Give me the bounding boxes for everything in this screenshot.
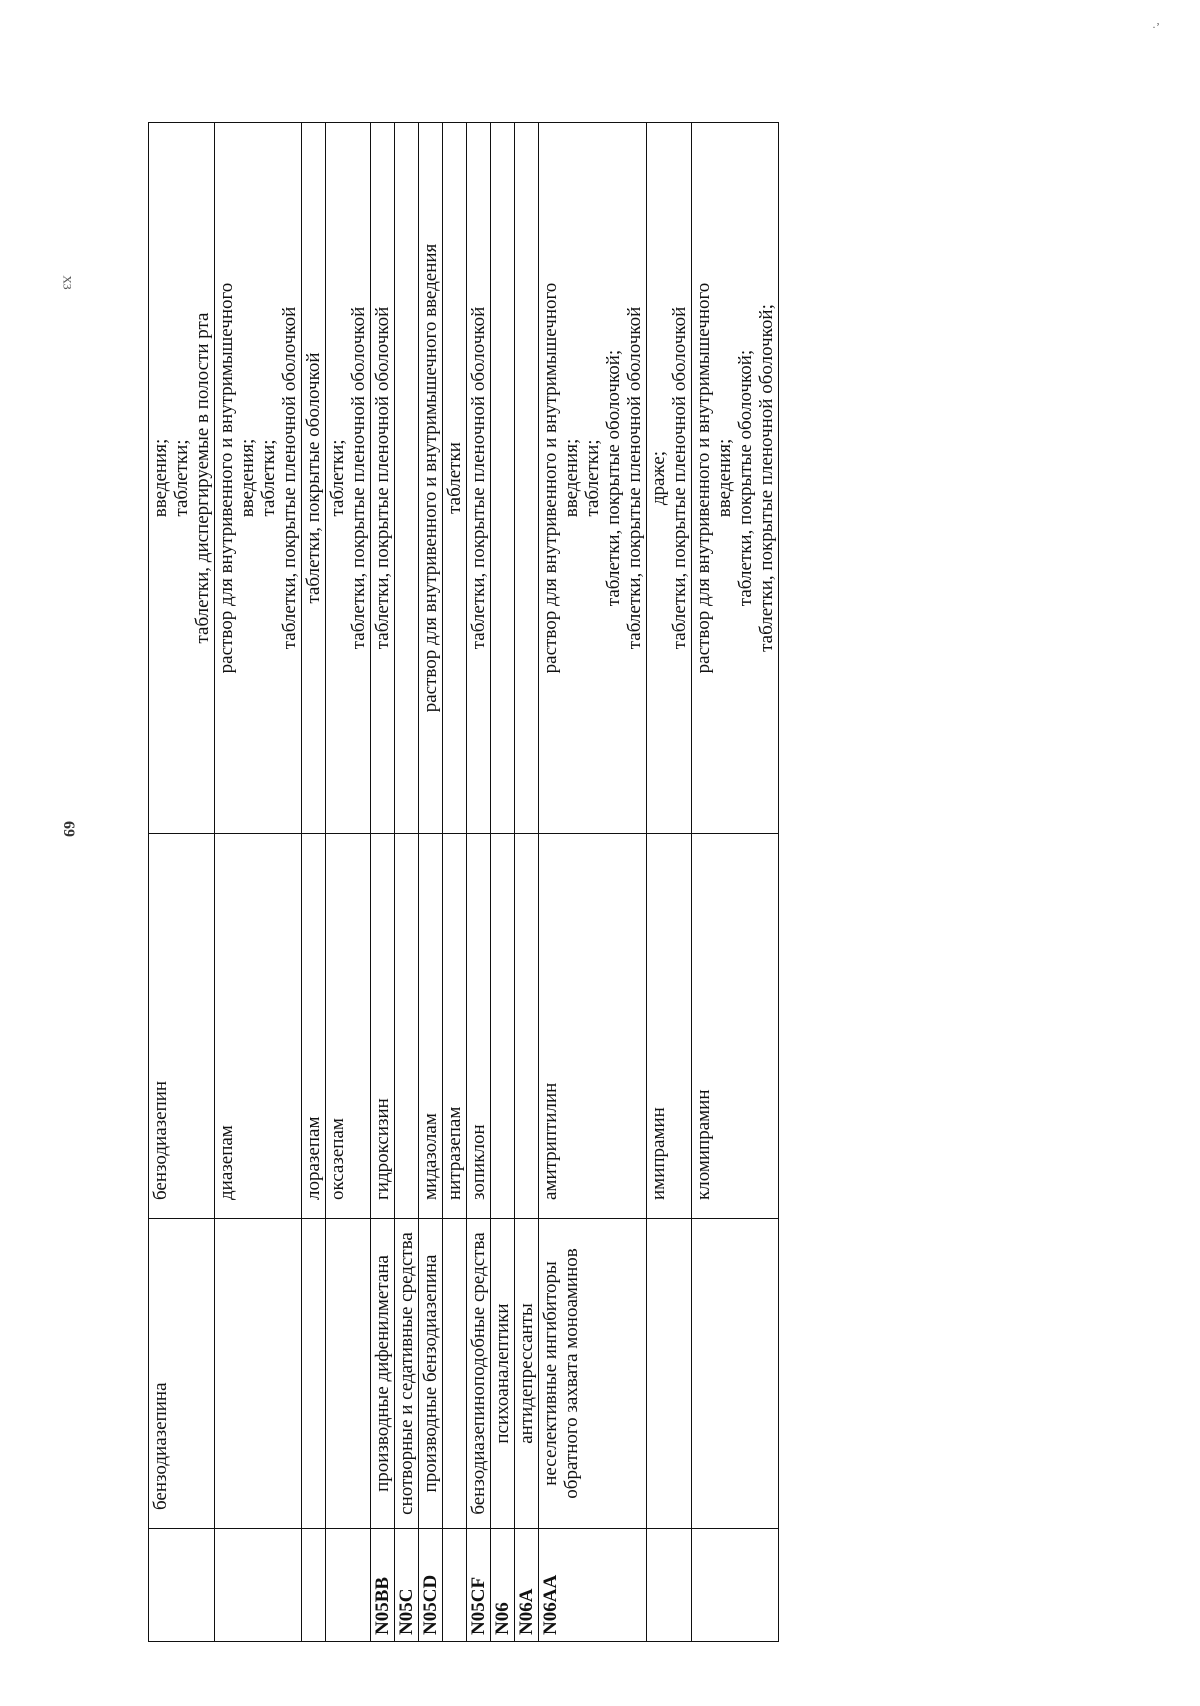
dosage-forms-list	[303, 129, 324, 827]
rotated-table-container	[148, 122, 1058, 1642]
dosage-forms-list	[648, 129, 690, 827]
drug-name-cell: амитриптилин	[539, 834, 647, 1219]
dosage-form-line: таблетки	[444, 442, 465, 514]
dosage-form-line: таблетки;	[258, 439, 279, 517]
table-row	[647, 123, 692, 1642]
pharm-group-cell: психоаналептики	[491, 1219, 515, 1529]
page-corner-mark: ХЗ	[60, 275, 75, 290]
drug-name-cell: гидроксизин	[371, 834, 395, 1219]
dosage-forms-list	[372, 129, 393, 827]
pharm-group-cell	[215, 1219, 302, 1529]
dosage-forms-cell	[491, 123, 515, 834]
table-row	[371, 123, 395, 1642]
dosage-forms-cell	[326, 123, 371, 834]
atc-code-cell	[443, 1529, 467, 1642]
dosage-forms-list	[327, 129, 369, 827]
atc-code-cell	[302, 1529, 326, 1642]
dosage-form-line: таблетки, покрытые пленочной оболочкой	[348, 306, 369, 650]
atc-code-cell: N06AA	[539, 1529, 647, 1642]
table-row	[149, 123, 215, 1642]
drug-name-cell: имипрамин	[647, 834, 692, 1219]
dosage-form-line: таблетки;	[582, 439, 603, 517]
dosage-form-line: введения;	[150, 438, 171, 518]
atc-code-cell	[326, 1529, 371, 1642]
dosage-form-line: таблетки, покрытые пленочной оболочкой	[372, 306, 393, 650]
pharm-group-cell: неселективные ингибиторы обратного захвата моноаминов	[539, 1219, 647, 1529]
dosage-forms-list	[150, 129, 213, 827]
dosage-form-line: введения;	[714, 438, 735, 518]
drug-name-cell	[491, 834, 515, 1219]
atc-code-cell	[149, 1529, 215, 1642]
dosage-forms-list	[540, 129, 645, 827]
table-row	[326, 123, 371, 1642]
dosage-form-line: таблетки, покрытые пленочной оболочкой;	[756, 304, 777, 652]
drug-name-cell: кломипрамин	[692, 834, 779, 1219]
atc-code-cell	[692, 1529, 779, 1642]
atc-code-cell: N05BB	[371, 1529, 395, 1642]
table-row	[419, 123, 443, 1642]
table-row	[302, 123, 326, 1642]
pharm-group-cell	[647, 1219, 692, 1529]
pharm-group-cell	[443, 1219, 467, 1529]
atc-code-cell: N06	[491, 1529, 515, 1642]
dosage-form-line: раствор для внутривенного и внутримышечного	[540, 282, 561, 674]
dosage-form-line: таблетки, диспергируемые в полости рта	[192, 312, 213, 644]
pharm-group-cell: производные дифенилметана	[371, 1219, 395, 1529]
table-row	[515, 123, 539, 1642]
dosage-forms-list	[693, 129, 777, 827]
dosage-forms-list	[444, 129, 465, 827]
scan-speck: ·ʼ	[1152, 20, 1160, 34]
dosage-forms-cell	[419, 123, 443, 834]
dosage-forms-cell	[371, 123, 395, 834]
drug-name-cell: лоразепам	[302, 834, 326, 1219]
drug-name-cell	[515, 834, 539, 1219]
dosage-form-line: таблетки, покрытые пленочной оболочкой	[624, 306, 645, 650]
drug-name-cell: оксазепам	[326, 834, 371, 1219]
table-body	[149, 123, 779, 1642]
dosage-form-line: введения;	[561, 438, 582, 518]
dosage-forms-list	[216, 129, 300, 827]
drug-name-cell: мидазолам	[419, 834, 443, 1219]
pharm-group-cell: бензодиазепиноподобные средства	[467, 1219, 491, 1529]
dosage-form-line: таблетки, покрытые пленочной оболочкой	[279, 306, 300, 650]
dosage-form-line: таблетки;	[327, 439, 348, 517]
drug-name-cell: диазепам	[215, 834, 302, 1219]
dosage-form-line: драже;	[648, 450, 669, 506]
dosage-forms-list	[468, 129, 489, 827]
pharm-group-cell	[692, 1219, 779, 1529]
table-row	[395, 123, 419, 1642]
dosage-forms-cell	[215, 123, 302, 834]
drug-name-cell: нитразепам	[443, 834, 467, 1219]
dosage-form-line: таблетки, покрытые оболочкой;	[603, 349, 624, 607]
dosage-forms-cell	[443, 123, 467, 834]
dosage-form-line: таблетки, покрытые оболочкой;	[735, 349, 756, 607]
atc-code-cell	[215, 1529, 302, 1642]
table-row	[491, 123, 515, 1642]
dosage-forms-cell	[395, 123, 419, 834]
pharm-group-cell: производные бензодиазепина	[419, 1219, 443, 1529]
pharm-group-cell	[326, 1219, 371, 1529]
dosage-forms-cell	[647, 123, 692, 834]
dosage-form-line: введения;	[237, 438, 258, 518]
table-row	[215, 123, 302, 1642]
dosage-form-line: раствор для внутривенного и внутримышечного	[693, 282, 714, 674]
dosage-forms-cell	[302, 123, 326, 834]
atc-code-cell: N05C	[395, 1529, 419, 1642]
pharm-group-cell: снотворные и седативные средства	[395, 1219, 419, 1529]
page-number: 69	[60, 821, 77, 837]
dosage-form-line: таблетки;	[171, 439, 192, 517]
atc-code-cell: N05CF	[467, 1529, 491, 1642]
dosage-form-line: таблетки, покрытые оболочкой	[303, 352, 324, 604]
table-row	[692, 123, 779, 1642]
table-row	[443, 123, 467, 1642]
dosage-forms-cell	[539, 123, 647, 834]
atc-code-cell: N05CD	[419, 1529, 443, 1642]
pharm-group-cell: антидепрессанты	[515, 1219, 539, 1529]
drug-name-cell	[395, 834, 419, 1219]
dosage-form-line: раствор для внутривенного и внутримышечного	[216, 282, 237, 674]
drug-name-cell: зопиклон	[467, 834, 491, 1219]
dosage-forms-cell	[467, 123, 491, 834]
drug-list-table	[148, 122, 779, 1642]
atc-code-cell	[647, 1529, 692, 1642]
dosage-forms-cell	[515, 123, 539, 834]
document-table-frame	[148, 122, 1058, 1642]
pharm-group-cell: бензодиазепина	[149, 1219, 215, 1529]
drug-name-cell: бензодиазепин	[149, 834, 215, 1219]
dosage-forms-cell	[692, 123, 779, 834]
dosage-forms-cell	[149, 123, 215, 834]
dosage-form-line: раствор для внутривенного и внутримышечного введения	[420, 243, 441, 713]
dosage-form-line: таблетки, покрытые пленочной оболочкой	[468, 306, 489, 650]
atc-code-cell: N06A	[515, 1529, 539, 1642]
pharm-group-cell	[302, 1219, 326, 1529]
table-row	[539, 123, 647, 1642]
table-row	[467, 123, 491, 1642]
dosage-forms-list	[420, 129, 441, 827]
dosage-form-line: таблетки, покрытые пленочной оболочкой	[669, 306, 690, 650]
